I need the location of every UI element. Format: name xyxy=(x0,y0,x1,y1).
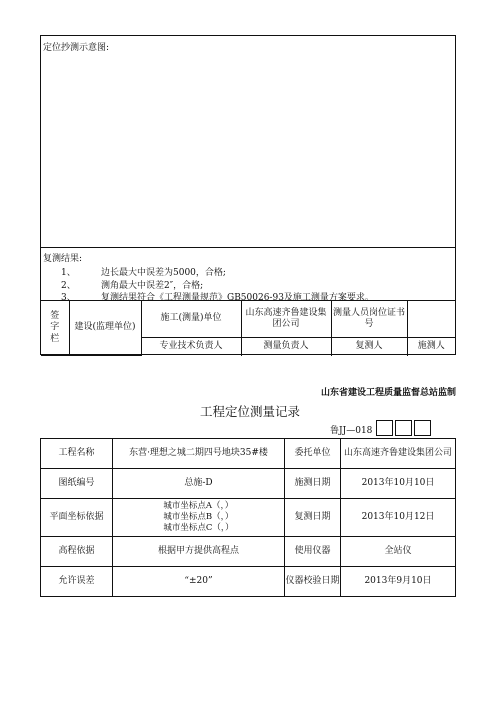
recheck-item-number: 2、 xyxy=(61,281,76,291)
signature-side-label: 签字栏 xyxy=(41,301,69,356)
construction-company: 山东高速齐鲁建设集团公司 xyxy=(241,301,331,337)
coordinate-basis-label: 平面坐标依据 xyxy=(41,499,113,537)
recheck-item-text: 测角最大中误差2″，合格; xyxy=(101,281,204,291)
survey-date-value: 2013年10月10日 xyxy=(341,469,456,499)
code-box[interactable] xyxy=(395,420,412,436)
instrument-label: 使用仪器 xyxy=(285,537,341,567)
construction-unit-label: 施工(测量)单位 xyxy=(141,301,241,337)
recheck-item-number: 3、 xyxy=(61,293,76,303)
rechecker-label: 复测人 xyxy=(331,337,407,355)
coordinate-point-a: 城市坐标点A（，） xyxy=(163,500,234,511)
tolerance-value: “±20” xyxy=(113,567,285,597)
recheck-item-text: 边长最大中误差为5000，合格; xyxy=(101,268,226,278)
recheck-title: 复测结果: xyxy=(43,254,83,264)
calibration-date-value: 2013年9月10日 xyxy=(341,567,456,597)
positioning-sheet xyxy=(40,35,456,355)
elevation-basis-label: 高程依据 xyxy=(41,537,113,567)
signature-block xyxy=(41,300,455,356)
coordinate-basis-value xyxy=(113,499,285,537)
project-name-value: 东营·理想之城二期四号地块35#楼 xyxy=(113,439,285,469)
project-name-label: 工程名称 xyxy=(41,439,113,469)
code-box[interactable] xyxy=(414,420,431,436)
drawing-number-value: 总施-D xyxy=(113,469,285,499)
form-title: 工程定位测量记录 xyxy=(199,404,300,419)
positioning-diagram-area xyxy=(41,36,455,248)
coordinate-point-c: 城市坐标点C（，） xyxy=(163,522,234,533)
client-value: 山东高速齐鲁建设集团公司 xyxy=(341,439,456,469)
supervision-unit-label: 建设(监理单位) xyxy=(69,301,141,356)
tech-lead-label: 专业技术负责人 xyxy=(141,337,241,355)
form-code: 鲁JJ—018 xyxy=(330,426,373,436)
diagram-label: 定位抄测示意图: xyxy=(43,43,110,53)
client-label: 委托单位 xyxy=(285,439,341,469)
cert-number-cell xyxy=(407,301,455,337)
recheck-date-value: 2013年10月12日 xyxy=(341,499,456,537)
tolerance-label: 允许误差 xyxy=(41,567,113,597)
supervision-station-name: 山东省建设工程质量监督总站监制 xyxy=(320,388,456,398)
drawing-number-label: 图纸编号 xyxy=(41,469,113,499)
cert-number-header: 测量人员岗位证书号 xyxy=(331,301,407,337)
recheck-item-text: 复测结果符合《工程测量规范》GB50026-93及施工测量方案要求。 xyxy=(101,293,374,303)
surveyor-label: 施测人 xyxy=(407,337,455,355)
coordinate-point-b: 城市坐标点B（，） xyxy=(163,511,234,522)
survey-lead-label: 测量负责人 xyxy=(241,337,331,355)
survey-date-label: 施测日期 xyxy=(285,469,341,499)
code-box[interactable] xyxy=(376,420,393,436)
recheck-item-1 xyxy=(61,265,226,278)
recheck-date-label: 复测日期 xyxy=(285,499,341,537)
instrument-value: 全站仪 xyxy=(341,537,456,567)
form-code-row xyxy=(330,420,431,436)
survey-record-table xyxy=(40,438,456,597)
recheck-item-number: 1、 xyxy=(61,268,76,278)
calibration-date-label: 仪器校验日期 xyxy=(285,567,341,597)
elevation-basis-value: 根据甲方提供高程点 xyxy=(113,537,285,567)
